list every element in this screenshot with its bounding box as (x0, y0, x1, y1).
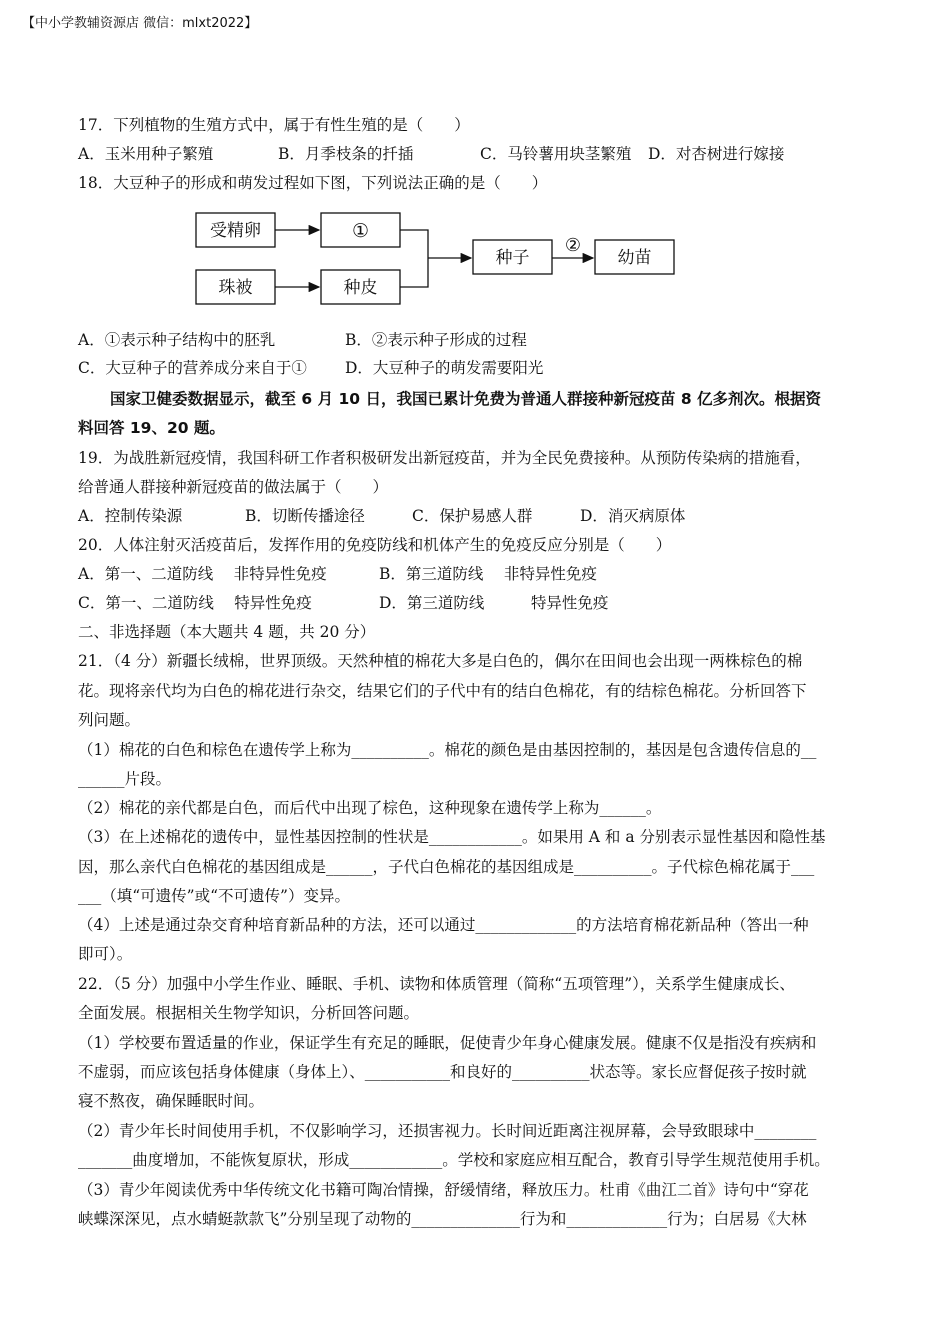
q21-line3: 列问题。 (78, 711, 141, 729)
q21-part4-line2: 即可）。 (78, 945, 133, 963)
q22-part1-line3: 寝不熬夜，确保睡眠时间。 (78, 1092, 265, 1110)
q20-option-c: C．第一、二道防线 特异性免疫 (78, 594, 312, 612)
q21-part1-line1: （1）棉花的白色和棕色在遗传学上称为__________。棉花的颜色是由基因控制的，基因是包含遗传信息的__ (78, 741, 817, 759)
label-integument: 珠被 (218, 278, 253, 298)
q17-option-b: B．月季枝条的扦插 (278, 145, 414, 163)
q21-part2: （2）棉花的亲代都是白色，而后代中出现了棕色，这种现象在遗传学上称为______。 (78, 799, 662, 817)
q17-stem: 17．下列植物的生殖方式中，属于有性生殖的是（ ） (78, 116, 470, 134)
material-line2: 料回答 19、20 题。 (78, 419, 225, 437)
q19-stem-line2: 给普通人群接种新冠疫苗的做法属于（ ） (78, 478, 389, 496)
label-seed: 种子 (495, 248, 530, 268)
q17-option-c: C．马铃薯用块茎繁殖 (480, 145, 632, 163)
page-header: 【中小学教辅资源店 微信：mlxt2022】 (22, 16, 258, 31)
q22-part2-line2: _______曲度增加，不能恢复原状，形成____________。学校和家庭应相互配合，教育引导学生规范使用手机。 (78, 1151, 830, 1169)
q19-option-b: B．切断传播途径 (245, 507, 365, 525)
label-zygote: 受精卵 (210, 221, 261, 241)
q20-option-b: B．第三道防线 非特异性免疫 (379, 565, 597, 583)
q22-line2: 全面发展。根据相关生物学知识，分析回答问题。 (78, 1004, 420, 1022)
bracket-connector (400, 230, 428, 287)
q21-part3-line2: 因，那么亲代白色棉花的基因组成是______，子代白色棉花的基因组成是__________。子代棕色棉花属于___ (78, 858, 815, 876)
label-circle-two: ② (564, 235, 582, 256)
q18-option-a: A．①表示种子结构中的胚乳 (78, 331, 276, 349)
q17-option-a: A．玉米用种子繁殖 (78, 145, 214, 163)
q18-stem: 18．大豆种子的形成和萌发过程如下图，下列说法正确的是（ ） (78, 174, 548, 192)
q18-option-c: C．大豆种子的营养成分来自于① (78, 359, 307, 377)
q22-part3-line1: （3）青少年阅读优秀中华传统文化书籍可陶冶情操，舒缓情绪，释放压力。杜甫《曲江二首》诗句中“穿花 (78, 1181, 809, 1199)
q22-part1-line2: 不虚弱，而应该包括身体健康（身体上）、___________和良好的__________状态等。家长应督促孩子按时就 (78, 1063, 807, 1081)
q21-part4-line1: （4）上述是通过杂交育种培育新品种的方法，还可以通过_____________的方法培育棉花新品种（答出一种 (78, 916, 809, 934)
q21-part3-line1: （3）在上述棉花的遗传中，显性基因控制的性状是____________。如果用 A 和 a 分别表示显性基因和隐性基 (78, 828, 826, 846)
q22-part3-line2: 峡蝶深深见，点水蜻蜓款款飞”分别呈现了动物的______________行为和_____________行为；白居易《大林 (78, 1210, 807, 1228)
label-circle-one: ① (351, 220, 370, 242)
q20-option-a: A．第一、二道防线 非特异性免疫 (78, 565, 327, 583)
label-seedling: 幼苗 (617, 248, 652, 268)
q21-line1: 21．（4 分）新疆长绒棉，世界顶级。天然种植的棉花大多是白色的，偶尔在田间也会出现一两株棕色的棉 (78, 652, 803, 670)
q19-option-c: C．保护易感人群 (412, 507, 533, 525)
q19-option-a: A．控制传染源 (78, 507, 183, 525)
q20-stem: 20．人体注射灭活疫苗后，发挥作用的免疫防线和机体产生的免疫反应分别是（ ） (78, 536, 672, 554)
q22-part1-line1: （1）学校要布置适量的作业，保证学生有充足的睡眠，促使青少年身心健康发展。健康不仅是指没有疾病和 (78, 1034, 817, 1052)
q22-line1: 22．（5 分）加强中小学生作业、睡眠、手机、读物和体质管理（简称“五项管理”），关系学生健康成长、 (78, 975, 795, 993)
q21-line2: 花。现将亲代均为白色的棉花进行杂交，结果它们的子代中有的结白色棉花，有的结棕色棉花。分析回答下 (78, 682, 807, 700)
q18-option-d: D．大豆种子的萌发需要阳光 (345, 359, 544, 377)
q21-part1-line2: ______片段。 (78, 770, 172, 788)
section-2-heading: 二、非选择题（本大题共 4 题，共 20 分） (78, 623, 376, 641)
label-seed-coat: 种皮 (343, 278, 378, 298)
q22-part2-line1: （2）青少年长时间使用手机，不仅影响学习，还损害视力。长时间近距离注视屏幕，会导致眼球中________ (78, 1122, 817, 1140)
q17-option-d: D．对杏树进行嫁接 (648, 145, 785, 163)
material-line1: 国家卫健委数据显示，截至 6 月 10 日，我国已累计免费为普通人群接种新冠疫苗 8 亿多剂次。根据资 (110, 390, 822, 408)
seed-formation-diagram (190, 208, 690, 313)
q19-option-d: D．消灭病原体 (580, 507, 686, 525)
q21-part3-line3: ___（填“可遗传”或“不可遗传”）变异。 (78, 887, 350, 905)
q19-stem-line1: 19．为战胜新冠疫情，我国科研工作者积极研发出新冠疫苗，并为全民免费接种。从预防传染病的措施看， (78, 449, 811, 467)
q20-option-d: D．第三道防线 特异性免疫 (379, 594, 609, 612)
q18-option-b: B．②表示种子形成的过程 (345, 331, 527, 349)
